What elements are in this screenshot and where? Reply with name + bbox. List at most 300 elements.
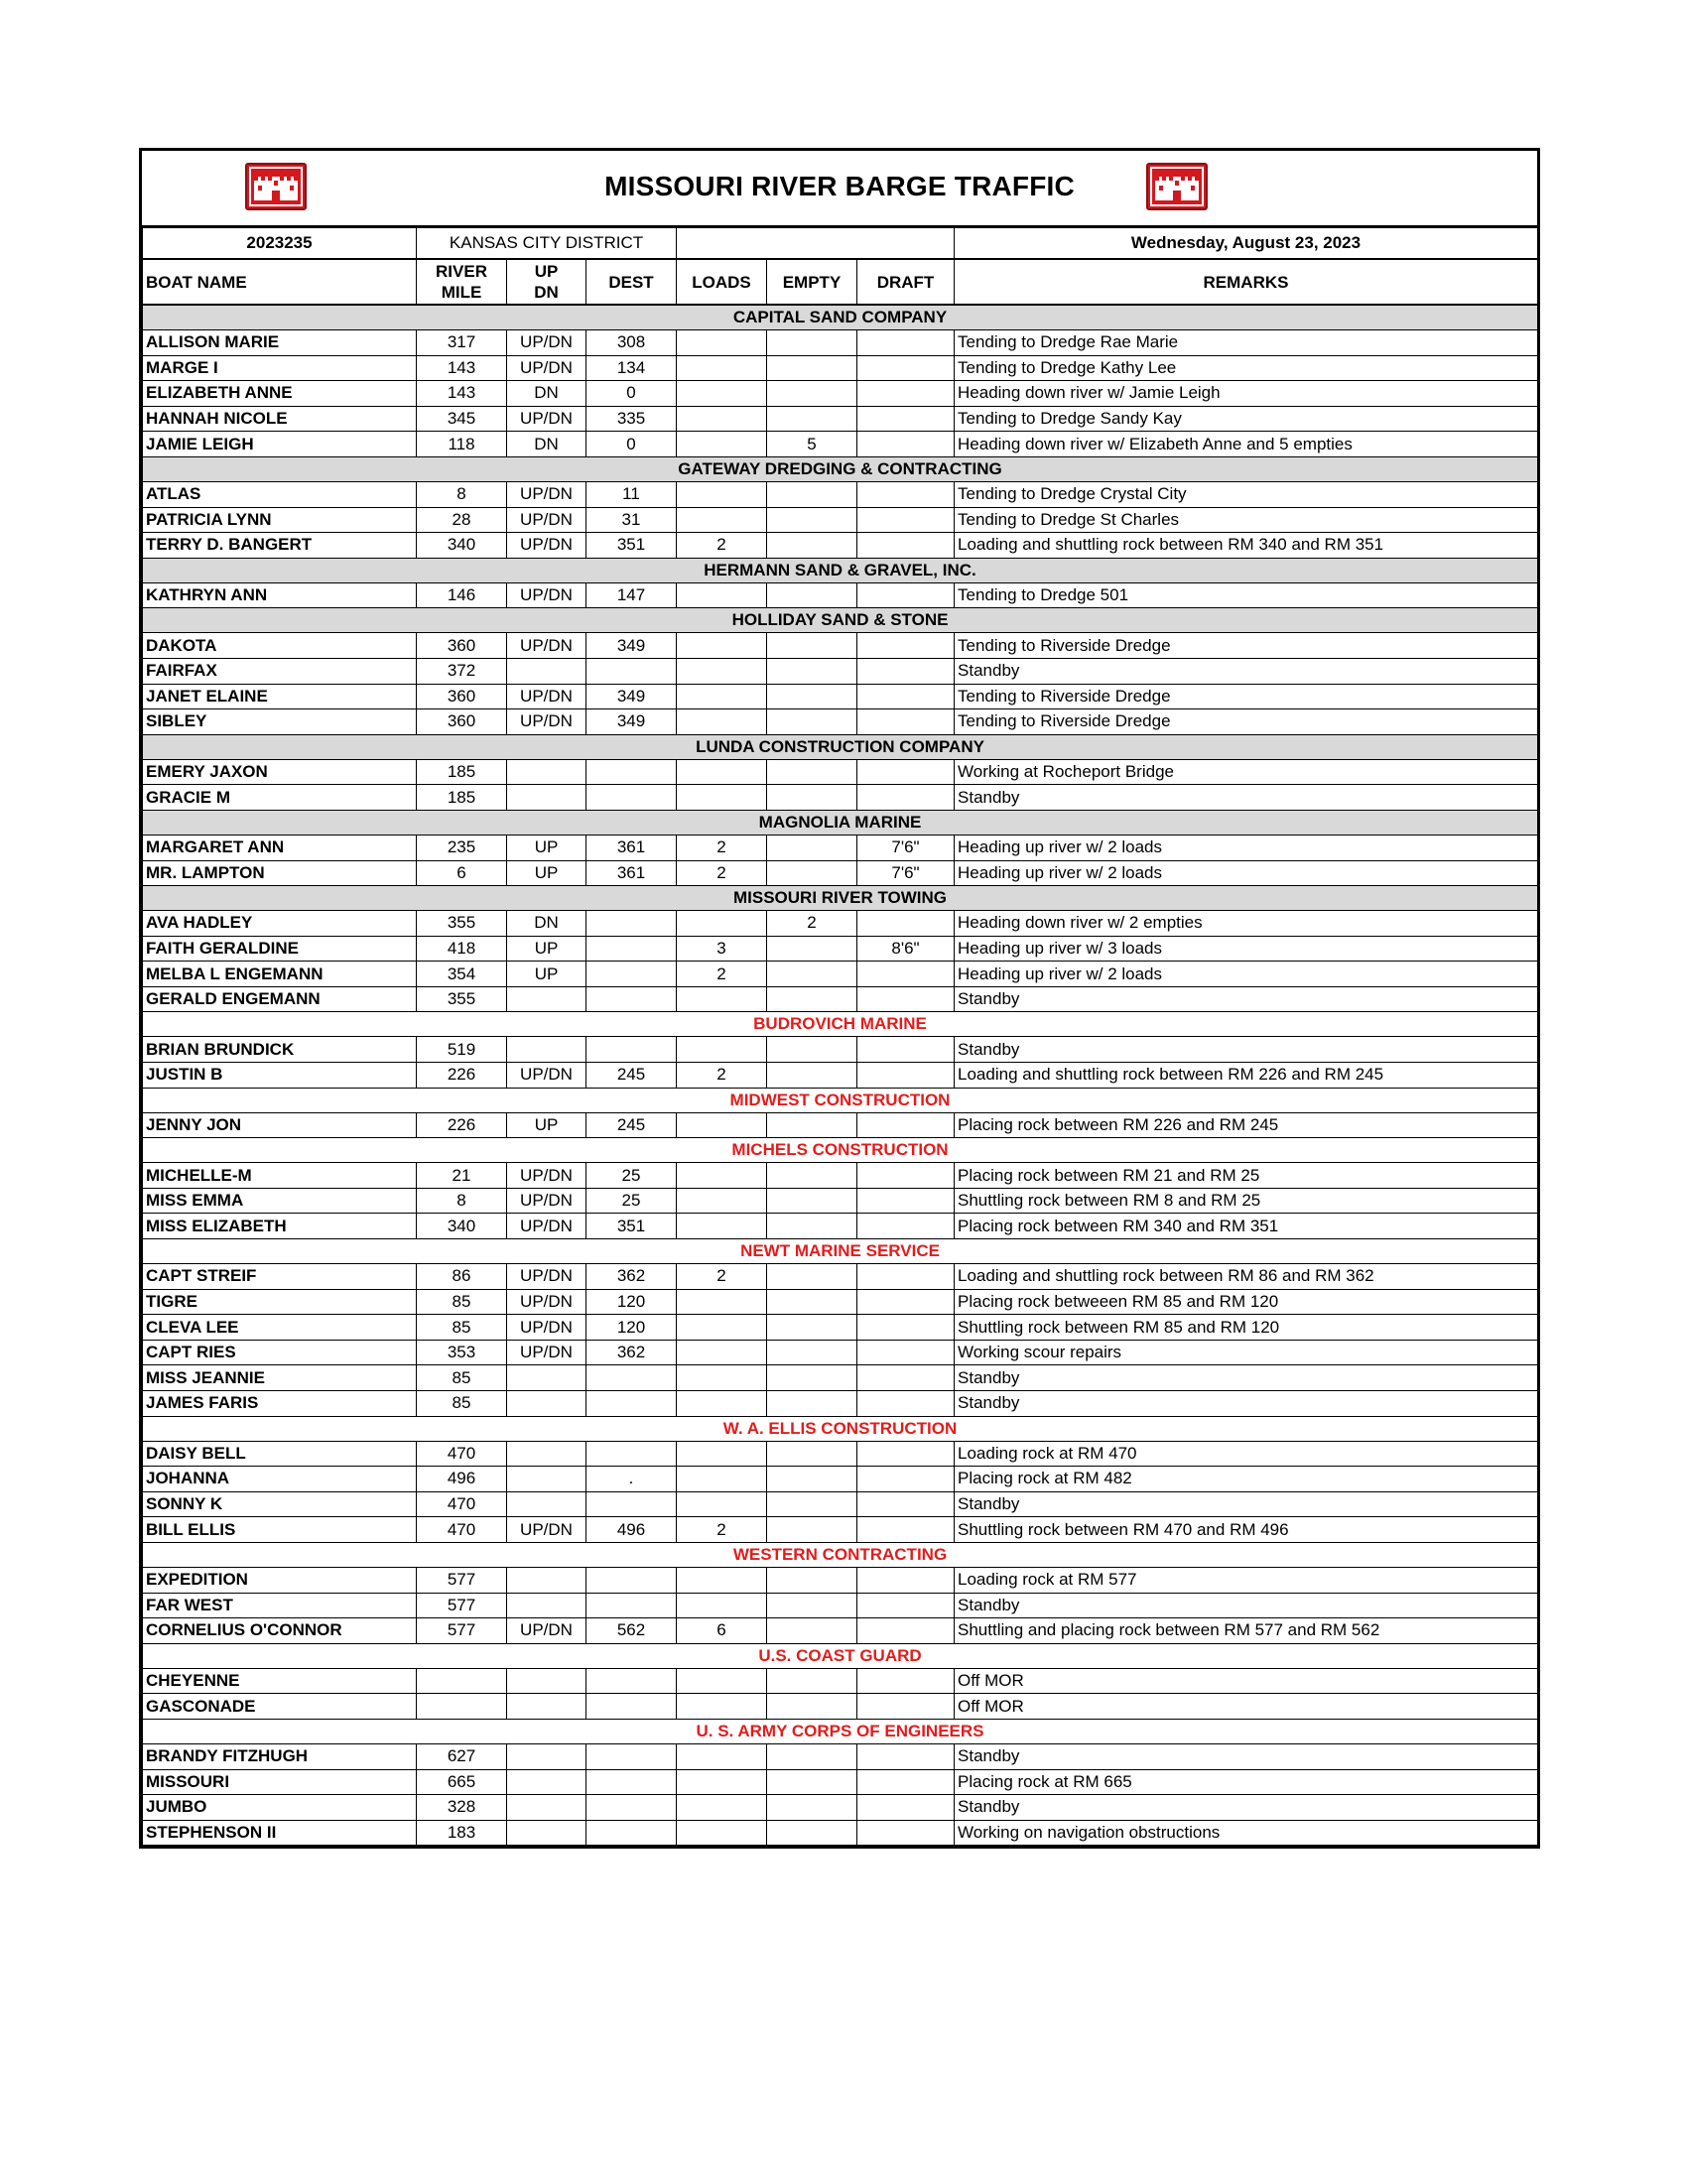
cell-up-dn: UP/DN (507, 533, 586, 559)
cell-up-dn (507, 1491, 586, 1517)
cell-remarks: Standby (955, 658, 1538, 684)
table-row (143, 1214, 1538, 1239)
cell-river-mile: 360 (417, 684, 507, 709)
cell-loads (677, 355, 767, 381)
cell-up-dn: UP/DN (507, 1214, 586, 1239)
cell-river-mile: 345 (417, 406, 507, 432)
cell-up-dn: UP/DN (507, 330, 586, 356)
cell-loads (677, 582, 767, 608)
company-name: LUNDA CONSTRUCTION COMPANY (143, 734, 1538, 759)
cell-empty (767, 658, 857, 684)
cell-boat-name: MISS EMMA (143, 1188, 417, 1214)
company-name: GATEWAY DREDGING & CONTRACTING (143, 456, 1538, 481)
cell-draft (857, 1340, 955, 1365)
cell-river-mile: 226 (417, 1112, 507, 1138)
cell-up-dn: UP (507, 1112, 586, 1138)
cell-draft (857, 1264, 955, 1290)
cell-up-dn (507, 1795, 586, 1821)
cell-dest: 134 (586, 355, 677, 381)
cell-empty (767, 533, 857, 559)
cell-boat-name: BRANDY FITZHUGH (143, 1743, 417, 1769)
cell-remarks: Standby (955, 1743, 1538, 1769)
cell-dest: 147 (586, 582, 677, 608)
cell-boat-name: EMERY JAXON (143, 759, 417, 785)
company-name: U.S. COAST GUARD (143, 1643, 1538, 1668)
cell-dest: 25 (586, 1163, 677, 1189)
cell-loads (677, 684, 767, 709)
cell-draft (857, 582, 955, 608)
table-row (143, 355, 1538, 381)
company-header-row (143, 1239, 1538, 1264)
cell-dest (586, 658, 677, 684)
cell-boat-name: BRIAN BRUNDICK (143, 1037, 417, 1063)
cell-empty (767, 1618, 857, 1644)
cell-loads (677, 633, 767, 659)
cell-boat-name: DAKOTA (143, 633, 417, 659)
cell-dest (586, 759, 677, 785)
cell-empty (767, 1188, 857, 1214)
cell-loads (677, 1188, 767, 1214)
cell-loads (677, 986, 767, 1012)
cell-draft (857, 1593, 955, 1618)
cell-river-mile: 355 (417, 911, 507, 937)
company-header-row (143, 1138, 1538, 1163)
cell-empty (767, 1112, 857, 1138)
cell-dest (586, 1668, 677, 1694)
cell-remarks: Heading down river w/ 2 empties (955, 911, 1538, 937)
cell-dest (586, 986, 677, 1012)
cell-up-dn: UP/DN (507, 684, 586, 709)
cell-dest: 361 (586, 860, 677, 886)
cell-up-dn (507, 1743, 586, 1769)
cell-river-mile: 372 (417, 658, 507, 684)
cell-empty (767, 1769, 857, 1795)
cell-boat-name: TIGRE (143, 1289, 417, 1315)
cell-river-mile (417, 1694, 507, 1720)
cell-draft (857, 1820, 955, 1846)
cell-remarks: Off MOR (955, 1694, 1538, 1720)
cell-river-mile: 496 (417, 1467, 507, 1492)
cell-up-dn: UP/DN (507, 406, 586, 432)
cell-dest: 25 (586, 1188, 677, 1214)
cell-draft (857, 962, 955, 987)
company-header-row (143, 1542, 1538, 1567)
cell-boat-name: TERRY D. BANGERT (143, 533, 417, 559)
company-header-row (143, 810, 1538, 835)
table-row (143, 1264, 1538, 1290)
cell-remarks: Tending to Dredge St Charles (955, 507, 1538, 533)
cell-draft (857, 533, 955, 559)
table-row (143, 1188, 1538, 1214)
cell-loads: 2 (677, 1063, 767, 1089)
cell-draft (857, 507, 955, 533)
cell-draft (857, 1491, 955, 1517)
cell-remarks: Standby (955, 1593, 1538, 1618)
cell-empty (767, 1289, 857, 1315)
company-name: BUDROVICH MARINE (143, 1012, 1538, 1037)
cell-boat-name: JUSTIN B (143, 1063, 417, 1089)
company-name: NEWT MARINE SERVICE (143, 1239, 1538, 1264)
company-header-row (143, 1088, 1538, 1112)
table-row (143, 1289, 1538, 1315)
cell-river-mile: 328 (417, 1795, 507, 1821)
cell-river-mile: 577 (417, 1618, 507, 1644)
col-river-mile-line1: RIVER (436, 262, 487, 281)
cell-boat-name: JENNY JON (143, 1112, 417, 1138)
barge-traffic-report (139, 148, 1540, 1849)
cell-remarks: Shuttling rock between RM 470 and RM 496 (955, 1517, 1538, 1543)
col-empty: EMPTY (767, 259, 857, 305)
usace-castle-logo-icon (1146, 163, 1208, 210)
cell-boat-name: HANNAH NICOLE (143, 406, 417, 432)
company-header-row (143, 886, 1538, 911)
cell-river-mile: 235 (417, 835, 507, 860)
cell-river-mile: 6 (417, 860, 507, 886)
cell-boat-name: DAISY BELL (143, 1441, 417, 1467)
cell-remarks: Placing rock between RM 21 and RM 25 (955, 1163, 1538, 1189)
cell-remarks: Standby (955, 1391, 1538, 1417)
cell-loads (677, 1289, 767, 1315)
table-row (143, 986, 1538, 1012)
cell-river-mile: 28 (417, 507, 507, 533)
cell-boat-name: MARGARET ANN (143, 835, 417, 860)
cell-river-mile: 85 (417, 1315, 507, 1341)
cell-river-mile: 85 (417, 1391, 507, 1417)
cell-boat-name: GRACIE M (143, 785, 417, 811)
company-name: HERMANN SAND & GRAVEL, INC. (143, 558, 1538, 582)
cell-river-mile: 340 (417, 1214, 507, 1239)
cell-remarks: Loading rock at RM 577 (955, 1567, 1538, 1593)
report-id: 2023235 (143, 228, 417, 260)
company-name: MICHELS CONSTRUCTION (143, 1138, 1538, 1163)
cell-draft (857, 1214, 955, 1239)
cell-dest (586, 911, 677, 937)
cell-boat-name: CHEYENNE (143, 1668, 417, 1694)
cell-draft (857, 1567, 955, 1593)
cell-river-mile: 86 (417, 1264, 507, 1290)
cell-empty: 5 (767, 432, 857, 457)
table-row (143, 1567, 1538, 1593)
company-name: MIDWEST CONSTRUCTION (143, 1088, 1538, 1112)
cell-draft (857, 1668, 955, 1694)
cell-river-mile: 577 (417, 1593, 507, 1618)
cell-draft (857, 1441, 955, 1467)
company-name: W. A. ELLIS CONSTRUCTION (143, 1416, 1538, 1441)
table-row (143, 684, 1538, 709)
cell-up-dn (507, 658, 586, 684)
table-row (143, 1467, 1538, 1492)
cell-empty (767, 381, 857, 407)
cell-remarks: Loading rock at RM 470 (955, 1441, 1538, 1467)
table-row (143, 1694, 1538, 1720)
cell-draft (857, 1618, 955, 1644)
company-name: U. S. ARMY CORPS OF ENGINEERS (143, 1719, 1538, 1743)
cell-boat-name: SONNY K (143, 1491, 417, 1517)
cell-loads (677, 1491, 767, 1517)
table-row (143, 1112, 1538, 1138)
cell-loads: 2 (677, 1264, 767, 1290)
cell-river-mile: 143 (417, 381, 507, 407)
cell-river-mile: 143 (417, 355, 507, 381)
cell-empty (767, 1743, 857, 1769)
cell-loads (677, 759, 767, 785)
cell-river-mile: 353 (417, 1340, 507, 1365)
cell-up-dn (507, 1593, 586, 1618)
cell-up-dn: UP/DN (507, 1163, 586, 1189)
cell-loads (677, 1391, 767, 1417)
cell-remarks: Heading up river w/ 2 loads (955, 860, 1538, 886)
cell-boat-name: PATRICIA LYNN (143, 507, 417, 533)
cell-empty (767, 1264, 857, 1290)
title-row (142, 151, 1537, 227)
cell-up-dn: UP/DN (507, 1188, 586, 1214)
cell-boat-name: JAMIE LEIGH (143, 432, 417, 457)
cell-up-dn: DN (507, 432, 586, 457)
cell-boat-name: BILL ELLIS (143, 1517, 417, 1543)
table-row (143, 709, 1538, 735)
cell-loads: 6 (677, 1618, 767, 1644)
cell-empty (767, 1795, 857, 1821)
cell-river-mile: 185 (417, 785, 507, 811)
cell-dest: 496 (586, 1517, 677, 1543)
cell-dest: 349 (586, 709, 677, 735)
cell-draft (857, 1315, 955, 1341)
cell-loads (677, 1743, 767, 1769)
cell-boat-name: JUMBO (143, 1795, 417, 1821)
cell-up-dn: UP/DN (507, 481, 586, 507)
cell-dest: 562 (586, 1618, 677, 1644)
cell-up-dn (507, 986, 586, 1012)
cell-boat-name: FAIRFAX (143, 658, 417, 684)
company-header-row (143, 1643, 1538, 1668)
cell-empty (767, 1668, 857, 1694)
cell-remarks: Working at Rocheport Bridge (955, 759, 1538, 785)
col-boat-name: BOAT NAME (143, 259, 417, 305)
cell-up-dn: UP/DN (507, 355, 586, 381)
cell-up-dn: UP/DN (507, 1315, 586, 1341)
cell-boat-name: ATLAS (143, 481, 417, 507)
cell-up-dn (507, 1668, 586, 1694)
cell-remarks: Standby (955, 785, 1538, 811)
table-row (143, 507, 1538, 533)
cell-boat-name: JAMES FARIS (143, 1391, 417, 1417)
company-name: CAPITAL SAND COMPANY (143, 305, 1538, 330)
cell-empty (767, 355, 857, 381)
cell-loads (677, 1037, 767, 1063)
cell-loads (677, 1315, 767, 1341)
cell-loads: 2 (677, 1517, 767, 1543)
cell-remarks: Tending to Riverside Dredge (955, 633, 1538, 659)
cell-dest (586, 1694, 677, 1720)
cell-remarks: Loading and shuttling rock between RM 86 and RM 362 (955, 1264, 1538, 1290)
company-header-row (143, 1012, 1538, 1037)
cell-loads (677, 1112, 767, 1138)
cell-boat-name: MELBA L ENGEMANN (143, 962, 417, 987)
cell-empty (767, 759, 857, 785)
cell-loads (677, 1340, 767, 1365)
cell-dest: 351 (586, 1214, 677, 1239)
cell-dest: 11 (586, 481, 677, 507)
company-header-row (143, 1719, 1538, 1743)
table-row (143, 911, 1538, 937)
table-row (143, 860, 1538, 886)
table-row (143, 533, 1538, 559)
table-row (143, 1037, 1538, 1063)
table-row (143, 1517, 1538, 1543)
cell-dest (586, 1567, 677, 1593)
cell-loads (677, 1795, 767, 1821)
cell-boat-name: CAPT RIES (143, 1340, 417, 1365)
district-name: KANSAS CITY DISTRICT (417, 228, 677, 260)
cell-draft (857, 986, 955, 1012)
cell-boat-name: ELIZABETH ANNE (143, 381, 417, 407)
cell-remarks: Working scour repairs (955, 1340, 1538, 1365)
cell-loads (677, 1567, 767, 1593)
cell-up-dn: UP/DN (507, 1517, 586, 1543)
cell-boat-name: JOHANNA (143, 1467, 417, 1492)
cell-remarks: Heading down river w/ Elizabeth Anne and 5 empties (955, 432, 1538, 457)
cell-loads (677, 709, 767, 735)
cell-river-mile: 355 (417, 986, 507, 1012)
cell-loads (677, 1668, 767, 1694)
cell-remarks: Standby (955, 1037, 1538, 1063)
cell-remarks: Loading and shuttling rock between RM 340 and RM 351 (955, 533, 1538, 559)
cell-empty (767, 1441, 857, 1467)
cell-draft (857, 911, 955, 937)
cell-river-mile: 8 (417, 1188, 507, 1214)
cell-dest (586, 1391, 677, 1417)
table-row (143, 381, 1538, 407)
cell-remarks: Placing rock between RM 340 and RM 351 (955, 1214, 1538, 1239)
cell-dest (586, 1820, 677, 1846)
cell-up-dn: UP/DN (507, 709, 586, 735)
cell-remarks: Tending to Dredge Rae Marie (955, 330, 1538, 356)
cell-up-dn: DN (507, 381, 586, 407)
cell-boat-name: FAR WEST (143, 1593, 417, 1618)
cell-loads (677, 1441, 767, 1467)
cell-empty (767, 1491, 857, 1517)
cell-up-dn: UP/DN (507, 1289, 586, 1315)
cell-river-mile: 21 (417, 1163, 507, 1189)
cell-up-dn (507, 1467, 586, 1492)
cell-draft (857, 633, 955, 659)
table-row (143, 1769, 1538, 1795)
cell-up-dn (507, 1769, 586, 1795)
cell-boat-name: JANET ELAINE (143, 684, 417, 709)
cell-empty (767, 709, 857, 735)
cell-remarks: Working on navigation obstructions (955, 1820, 1538, 1846)
cell-river-mile: 146 (417, 582, 507, 608)
cell-empty (767, 1037, 857, 1063)
cell-empty (767, 936, 857, 962)
cell-dest: 362 (586, 1264, 677, 1290)
cell-loads: 2 (677, 860, 767, 886)
cell-dest: 120 (586, 1289, 677, 1315)
column-header-row (143, 259, 1538, 305)
cell-draft (857, 785, 955, 811)
cell-loads (677, 406, 767, 432)
cell-boat-name: KATHRYN ANN (143, 582, 417, 608)
col-loads: LOADS (677, 259, 767, 305)
cell-remarks: Placing rock between RM 226 and RM 245 (955, 1112, 1538, 1138)
cell-boat-name: MISS ELIZABETH (143, 1214, 417, 1239)
cell-draft (857, 1743, 955, 1769)
cell-loads (677, 330, 767, 356)
company-name: MISSOURI RIVER TOWING (143, 886, 1538, 911)
cell-loads (677, 911, 767, 937)
col-up-dn-line2: DN (534, 283, 559, 302)
barge-table (142, 227, 1538, 1846)
cell-empty (767, 1517, 857, 1543)
cell-loads (677, 507, 767, 533)
cell-loads (677, 1467, 767, 1492)
cell-remarks: Placing rock at RM 482 (955, 1467, 1538, 1492)
table-row (143, 1391, 1538, 1417)
cell-loads (677, 1820, 767, 1846)
cell-boat-name: CLEVA LEE (143, 1315, 417, 1341)
company-name: HOLLIDAY SAND & STONE (143, 608, 1538, 633)
cell-dest: 349 (586, 633, 677, 659)
cell-dest (586, 785, 677, 811)
cell-river-mile: 470 (417, 1441, 507, 1467)
cell-remarks: Loading and shuttling rock between RM 226 and RM 245 (955, 1063, 1538, 1089)
col-up-dn-line1: UP (534, 262, 559, 281)
cell-dest: 31 (586, 507, 677, 533)
cell-river-mile: 360 (417, 709, 507, 735)
cell-empty (767, 962, 857, 987)
cell-remarks: Tending to Dredge Crystal City (955, 481, 1538, 507)
cell-draft (857, 709, 955, 735)
cell-boat-name: MISS JEANNIE (143, 1365, 417, 1391)
cell-empty (767, 1365, 857, 1391)
cell-remarks: Shuttling rock between RM 85 and RM 120 (955, 1315, 1538, 1341)
cell-remarks: Off MOR (955, 1668, 1538, 1694)
cell-empty (767, 582, 857, 608)
cell-river-mile: 185 (417, 759, 507, 785)
cell-loads (677, 1365, 767, 1391)
cell-remarks: Tending to Riverside Dredge (955, 684, 1538, 709)
cell-loads (677, 481, 767, 507)
cell-draft: 8'6" (857, 936, 955, 962)
cell-loads (677, 1214, 767, 1239)
cell-up-dn (507, 1820, 586, 1846)
cell-empty (767, 1163, 857, 1189)
cell-boat-name: MICHELLE-M (143, 1163, 417, 1189)
info-spacer (677, 228, 955, 260)
cell-empty (767, 1567, 857, 1593)
info-row (143, 228, 1538, 260)
cell-dest: 120 (586, 1315, 677, 1341)
cell-draft (857, 1163, 955, 1189)
cell-empty (767, 684, 857, 709)
table-row (143, 633, 1538, 659)
cell-empty (767, 1467, 857, 1492)
cell-boat-name: GASCONADE (143, 1694, 417, 1720)
cell-up-dn: UP (507, 962, 586, 987)
table-row (143, 406, 1538, 432)
cell-empty (767, 835, 857, 860)
cell-river-mile: 118 (417, 432, 507, 457)
cell-remarks: Tending to Dredge Sandy Kay (955, 406, 1538, 432)
cell-loads (677, 1769, 767, 1795)
cell-up-dn (507, 1567, 586, 1593)
cell-river-mile: 85 (417, 1289, 507, 1315)
cell-up-dn: UP/DN (507, 1264, 586, 1290)
cell-loads (677, 1694, 767, 1720)
cell-draft (857, 1694, 955, 1720)
cell-empty (767, 1063, 857, 1089)
table-row (143, 1593, 1538, 1618)
